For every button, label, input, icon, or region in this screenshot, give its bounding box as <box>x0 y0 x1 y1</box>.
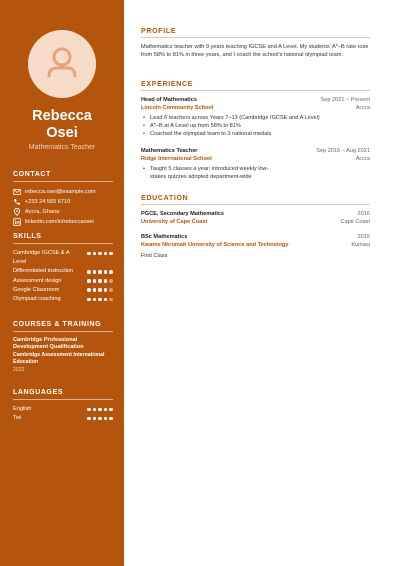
education-item <box>141 233 370 260</box>
rating-dot <box>104 408 108 412</box>
rating-dot <box>98 252 102 256</box>
education-school: University of Cape Coast <box>141 219 208 226</box>
education-degree: PGCE, Secondary Mathematics <box>141 211 225 217</box>
education-location: Kumasi <box>351 242 370 249</box>
languages-heading: LANGUAGES <box>13 389 113 400</box>
language-rating <box>87 408 113 412</box>
rating-dot <box>109 288 113 292</box>
language-item <box>13 414 113 423</box>
mail-icon <box>13 188 21 196</box>
experience-bullet: • Lead 6 teachers across Years 7–13 (Cambridge IGCSE and A Level) <box>143 114 320 121</box>
course-school: Cambridge Assessment International Education <box>13 351 105 366</box>
skill-item <box>13 249 113 267</box>
rating-dot <box>87 279 91 283</box>
rating-dot <box>104 252 108 256</box>
education-year: 2016 <box>357 211 370 217</box>
rating-dot <box>98 417 102 421</box>
rating-dot <box>109 408 113 412</box>
rating-dot <box>93 270 97 274</box>
experience-role: Mathematics Teacher <box>141 148 198 154</box>
skill-name: Cambridge IGCSE & A Level <box>13 250 70 266</box>
contact-location <box>13 207 113 217</box>
profile-text: Mathematics teacher with 9 years teaching IGCSE and A Level. My students’ A*–B rate rose from 58% to 81% in three years, and I coach the school’s national olympiad team. <box>141 44 369 59</box>
language-name: Twi <box>13 415 22 422</box>
rating-dot <box>93 252 97 256</box>
location-pin-icon <box>13 208 21 216</box>
rating-dot <box>109 270 113 274</box>
skill-name: Google Classroom <box>13 286 60 293</box>
skill-item <box>13 286 113 295</box>
experience-item <box>141 147 370 181</box>
rating-dot <box>87 270 91 274</box>
experience-org: Lincoln Community School <box>141 105 214 112</box>
experience-org: Ridge International School <box>141 156 212 163</box>
rating-dot <box>104 279 108 283</box>
education-degree: BSc Mathematics <box>141 234 188 240</box>
phone-icon <box>13 198 21 206</box>
rating-dot <box>109 298 113 302</box>
linkedin-icon <box>13 218 21 226</box>
skills-list <box>13 249 113 304</box>
contact-section <box>13 171 113 227</box>
sidebar <box>0 0 124 566</box>
contact-heading: CONTACT <box>13 171 113 182</box>
education-location: Cape Coast <box>340 219 370 226</box>
experience-bullet: • Coached the olympiad team to 3 national medals <box>143 131 272 138</box>
contact-location-text: Accra, Ghana <box>25 209 60 215</box>
contact-linkedin-text: linkedin.com/in/rebeccaosei <box>25 219 94 225</box>
experience-item <box>141 96 370 138</box>
rating-dot <box>98 270 102 274</box>
skill-rating <box>87 279 113 283</box>
rating-dot <box>87 252 91 256</box>
course-title: Cambridge Professional Development Qualification <box>13 337 84 351</box>
contact-email-text: rebecca.osei@example.com <box>25 189 96 195</box>
skill-item <box>13 295 113 304</box>
experience-bullet: • A*–B at A Level up from 58% to 81% <box>143 123 241 130</box>
skill-rating <box>87 252 113 256</box>
skill-name: Differentiated instruction <box>13 268 74 275</box>
skills-section <box>13 233 113 304</box>
rating-dot <box>93 279 97 283</box>
rating-dot <box>109 417 113 421</box>
language-rating <box>87 417 113 421</box>
rating-dot <box>87 408 91 412</box>
language-item <box>13 405 113 414</box>
education-note: First Class <box>141 252 168 259</box>
rating-dot <box>98 408 102 412</box>
rating-dot <box>87 288 91 292</box>
experience-role: Head of Mathematics <box>141 97 197 103</box>
experience-location: Accra <box>355 105 370 112</box>
rating-dot <box>87 417 91 421</box>
rating-dot <box>98 279 102 283</box>
language-name: English <box>13 406 32 412</box>
rating-dot <box>104 417 108 421</box>
avatar <box>28 30 96 98</box>
skill-rating <box>87 270 113 274</box>
education-school: Kwame Nkrumah University of Science and Technology <box>141 242 289 249</box>
contact-phone-text: +233 24 565 6710 <box>25 199 71 205</box>
skill-name: Olympiad coaching <box>13 296 61 303</box>
rating-dot <box>104 288 108 292</box>
courses-heading: COURSES & TRAINING <box>13 321 113 332</box>
contact-phone[interactable] <box>13 197 113 207</box>
course-year: 2022 <box>13 367 25 374</box>
skill-item <box>13 277 113 286</box>
rating-dot <box>98 298 102 302</box>
rating-dot <box>93 408 97 412</box>
course-item <box>13 337 113 374</box>
profile-heading: PROFILE <box>141 28 370 38</box>
experience-bullet: • Taught 5 classes a year; introduced weekly low-stakes quizzes adopted department-wide <box>143 165 269 181</box>
job-title: Mathematics Teacher <box>28 144 96 151</box>
rating-dot <box>104 270 108 274</box>
rating-dot <box>109 279 113 283</box>
education-item <box>141 210 370 227</box>
experience-location: Accra <box>355 156 370 163</box>
experience-heading: EXPERIENCE <box>141 81 370 91</box>
experience-dates: Sep 2021 – Present <box>320 97 370 103</box>
skill-rating <box>87 298 113 302</box>
skill-rating <box>87 288 113 292</box>
last-name: Osei <box>46 125 78 141</box>
contact-linkedin[interactable] <box>13 217 113 227</box>
rating-dot <box>93 298 97 302</box>
languages-list <box>13 405 113 423</box>
skill-item <box>13 267 113 276</box>
rating-dot <box>109 252 113 256</box>
languages-section <box>13 389 113 423</box>
skill-name: Assessment design <box>13 277 62 284</box>
rating-dot <box>104 298 108 302</box>
full-name <box>0 108 124 142</box>
rating-dot <box>98 288 102 292</box>
rating-dot <box>93 417 97 421</box>
user-icon <box>28 30 96 98</box>
experience-dates: Sep 2016 – Aug 2021 <box>316 148 370 154</box>
rating-dot <box>87 298 91 302</box>
skills-heading: SKILLS <box>13 233 113 244</box>
education-heading: EDUCATION <box>141 195 370 205</box>
contact-email[interactable] <box>13 187 113 197</box>
first-name: Rebecca <box>32 108 92 124</box>
courses-section <box>13 321 113 374</box>
rating-dot <box>93 288 97 292</box>
education-year: 2015 <box>357 234 370 240</box>
